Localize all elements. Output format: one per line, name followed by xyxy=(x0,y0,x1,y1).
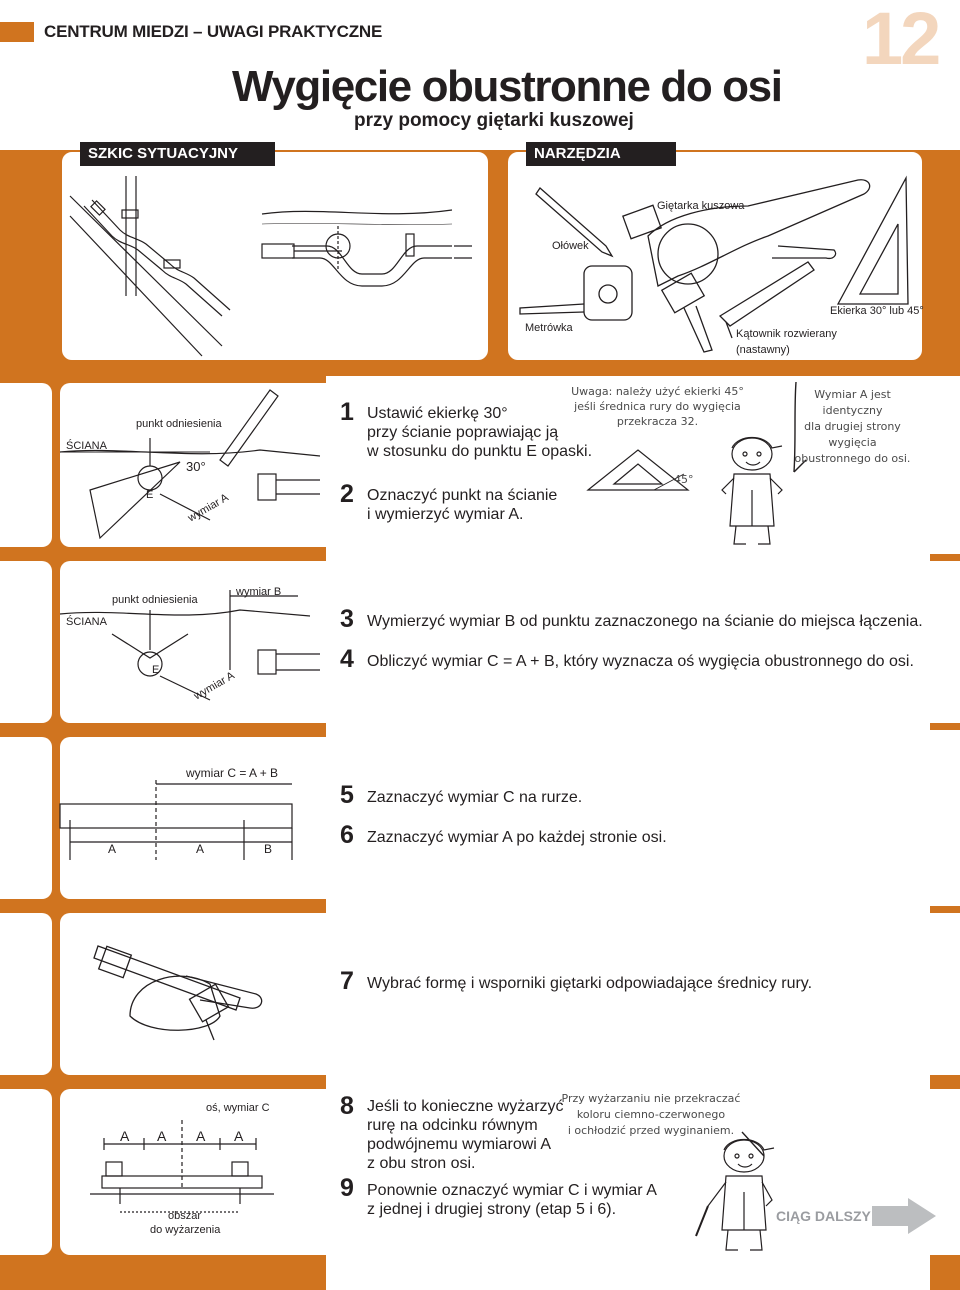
step-3-text: Wymierzyć wymiar B od punktu zaznaczonego na ścianie do miejsca łączenia. xyxy=(367,613,923,630)
s1-wall-label: ŚCIANA xyxy=(66,440,107,452)
s3-label-a-1: A xyxy=(108,842,117,856)
continue-label: CIĄG DALSZY xyxy=(776,1208,871,1224)
step-6-text: Zaznaczyć wymiar A po każdej stronie osi. xyxy=(367,829,667,846)
s3-label-a-2: A xyxy=(196,842,205,856)
s1-angle-label: 30° xyxy=(186,459,206,474)
tool-label-square-1: Kątownik rozwierany xyxy=(736,328,837,340)
s5-area-line-1: obszar xyxy=(168,1210,202,1222)
step-8-line-1: Jeśli to konieczne wyżarzyć xyxy=(367,1098,564,1115)
bender-form-figure xyxy=(90,936,290,1046)
step-6-number: 6 xyxy=(340,821,354,849)
page-number: 12 xyxy=(862,0,939,80)
step-1-line-2: przy ścianie poprawiając ją xyxy=(367,424,559,441)
tool-label-tape: Metrówka xyxy=(525,322,573,334)
situation-sketch xyxy=(62,166,482,366)
step-9-number: 9 xyxy=(340,1174,354,1202)
s5-axis-label: oś, wymiar C xyxy=(206,1102,270,1114)
step-3-number: 3 xyxy=(340,605,354,633)
section-title: CENTRUM MIEDZI – UWAGI PRAKTYCZNE xyxy=(44,22,383,41)
s5-label-a-2: A xyxy=(157,1128,167,1144)
step-9-line-1: Ponownie oznaczyć wymiar C i wymiar A xyxy=(367,1182,657,1199)
section4-right-strip xyxy=(930,913,960,1075)
step-1-line-3: w stosunku do punktu E opaski. xyxy=(367,443,593,460)
bubble-1-line-5: obustronnego do osi. xyxy=(794,452,911,465)
step-5-number: 5 xyxy=(340,781,354,809)
page-title: Wygięcie obustronne do osi xyxy=(232,62,782,111)
step-8-line-2: rurę na odcinku równym xyxy=(367,1117,538,1134)
sketch-label: SZKIC SYTUACYJNY xyxy=(80,142,275,166)
s2-wall-label: ŚCIANA xyxy=(66,616,107,628)
step-8-line-4: z obu stron osi. xyxy=(367,1155,476,1172)
step-2-line-1: Oznaczyć punkt na ścianie xyxy=(367,487,558,504)
tools-label: NARZĘDZIA xyxy=(526,142,676,166)
note-45-angle: 45° xyxy=(674,473,694,486)
annealing-note-line-1: Przy wyżarzaniu nie przekraczać xyxy=(561,1092,741,1105)
s2-point-e: E xyxy=(152,664,160,676)
s1-dim-a: wymiar A xyxy=(186,491,231,525)
s5-label-a-4: A xyxy=(234,1128,244,1144)
step-1-number: 1 xyxy=(340,398,354,426)
step-8-line-3: podwójnemu wymiarowi A xyxy=(367,1136,552,1153)
note-45-line-3: przekracza 32. xyxy=(616,415,699,428)
s5-label-a-1: A xyxy=(120,1128,130,1144)
s1-ref-label: punkt odniesienia xyxy=(136,418,222,430)
step-2-number: 2 xyxy=(340,480,354,508)
annealing-note-line-3: i ochłodzić przed wyginaniem. xyxy=(567,1124,735,1137)
note-45-line-1: Uwaga: należy użyć ekierki 45° xyxy=(571,385,744,398)
header-accent-square xyxy=(0,22,34,42)
section3-figure xyxy=(60,770,330,890)
s3-dim-c: wymiar C = A + B xyxy=(186,766,279,780)
step-9-line-2: z jednej i drugiej strony (etap 5 i 6). xyxy=(367,1201,617,1218)
s1-point-e: E xyxy=(146,489,154,501)
step-4-number: 4 xyxy=(340,645,354,673)
step-5-text: Zaznaczyć wymiar C na rurze. xyxy=(367,789,583,806)
section4-left-strip xyxy=(0,913,52,1075)
bubble-1-line-4: wygięcia xyxy=(828,436,877,449)
step-8-number: 8 xyxy=(340,1092,354,1120)
step-7-text: Wybrać formę i wsporniki giętarki odpowiadające średnicy rury. xyxy=(367,975,813,992)
bubble-1-line-2: identyczny xyxy=(822,404,883,417)
triangle-45-drawing xyxy=(584,440,704,500)
worker-1 xyxy=(718,430,788,550)
continue-arrow[interactable] xyxy=(770,1196,942,1236)
s5-label-a-3: A xyxy=(196,1128,206,1144)
page-subtitle: przy pomocy giętarki kuszowej xyxy=(354,110,634,131)
section3-left-strip xyxy=(0,737,52,899)
step-2-line-2: i wymierzyć wymiar A. xyxy=(367,506,524,523)
tool-label-pencil: Ołówek xyxy=(552,240,589,252)
s5-area-line-2: do wyżarzenia xyxy=(150,1224,221,1236)
note-45-line-2: jeśli średnica rury do wygięcia xyxy=(574,400,741,413)
section2-left-strip xyxy=(0,561,52,723)
section5-left-strip xyxy=(0,1089,52,1255)
bubble-1-line-1: Wymiar A jest xyxy=(814,388,891,401)
s2-dim-a: wymiar A xyxy=(192,669,237,703)
step-4-text: Obliczyć wymiar C = A + B, który wyznacza oś wygięcia obustronnego do osi. xyxy=(367,653,914,670)
s2-dim-b: wymiar B xyxy=(236,586,282,598)
s3-label-b: B xyxy=(264,842,273,856)
step-7-number: 7 xyxy=(340,967,354,995)
tool-label-bender: Giętarka kuszowa xyxy=(657,200,745,212)
annealing-note-line-2: koloru ciemno-czerwonego xyxy=(576,1108,726,1121)
tool-label-triangle: Ekierka 30° lub 45° xyxy=(830,305,924,317)
section2-right-strip xyxy=(930,561,960,723)
tools-illustration xyxy=(508,166,918,366)
worker-2 xyxy=(692,1126,782,1256)
section1-left-strip xyxy=(0,383,52,547)
tool-label-square-2: (nastawny) xyxy=(736,344,790,356)
bubble-1-line-3: dla drugiej strony xyxy=(804,420,901,433)
s2-ref-label: punkt odniesienia xyxy=(112,594,198,606)
step-1-line-1: Ustawić ekierkę 30° xyxy=(367,405,508,422)
